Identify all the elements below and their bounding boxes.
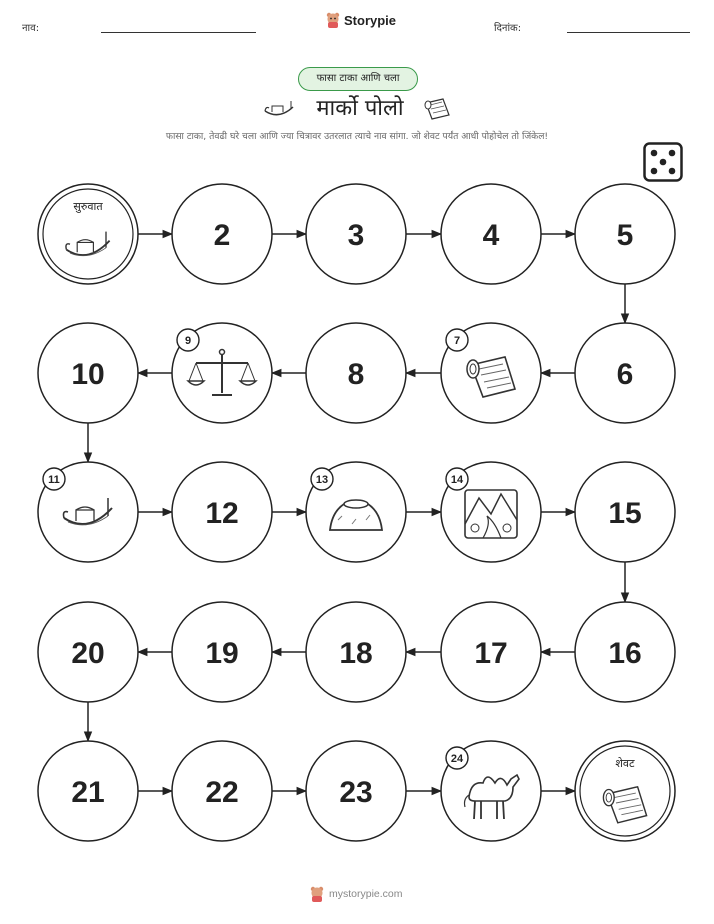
- cell-number: 15: [608, 497, 642, 530]
- cell-number: 18: [339, 637, 373, 670]
- board-cells: [38, 184, 675, 841]
- cell-number: 20: [71, 637, 105, 670]
- board-cell-21[interactable]: [38, 741, 138, 841]
- board-cell-19[interactable]: [172, 602, 272, 702]
- cell-badge-number: 24: [450, 753, 464, 765]
- board-cell-24[interactable]: [441, 741, 541, 841]
- cell-number: 8: [347, 358, 365, 391]
- cell-badge-number: 11: [48, 474, 60, 486]
- cell-number: 2: [213, 219, 231, 252]
- cell-badge-number: 13: [315, 474, 329, 486]
- cell-number: 3: [347, 219, 365, 252]
- name-label: नाव:: [22, 23, 40, 34]
- board-cell-16[interactable]: [575, 602, 675, 702]
- board-cell-9[interactable]: [172, 323, 272, 423]
- board-cell-3[interactable]: [306, 184, 406, 284]
- brand-name: Storypie: [344, 12, 397, 28]
- cell-number: 23: [339, 776, 373, 809]
- cell-number: 22: [205, 776, 239, 809]
- board-cell-4[interactable]: [441, 184, 541, 284]
- cell-badge-number: 14: [450, 474, 464, 486]
- game-type-badge: फासा टाका आणि चला: [298, 67, 418, 91]
- finish-label: शेवट: [615, 757, 635, 770]
- instructions: फासा टाका, तेवढी घरे चला आणि ज्या चित्रावर उतरलात त्याचे नाव सांगा. जो शेवट पर्यंत आधी पोहोचेल तो जिंकेल!: [165, 131, 549, 142]
- board-cell-15[interactable]: [575, 462, 675, 562]
- bear-mascot-icon: [310, 886, 324, 902]
- cell-number: 4: [482, 219, 500, 252]
- cell-number: 10: [71, 358, 105, 391]
- board-cell-17[interactable]: [441, 602, 541, 702]
- board-cell-2[interactable]: [172, 184, 272, 284]
- board-cell-18[interactable]: [306, 602, 406, 702]
- board-cell-11[interactable]: [38, 462, 138, 562]
- title-text: मार्को पोलो: [316, 96, 404, 121]
- cell-number: 16: [608, 637, 642, 670]
- board-cell-13[interactable]: [306, 462, 406, 562]
- board-cell-25[interactable]: [575, 741, 675, 841]
- board-cell-14[interactable]: [441, 462, 541, 562]
- cell-number: 12: [205, 497, 239, 530]
- mountains-icon: [465, 490, 517, 538]
- cell-circle: [38, 184, 138, 284]
- footer-url[interactable]: mystorypie.com: [329, 888, 403, 900]
- board-cell-5[interactable]: [575, 184, 675, 284]
- board-cell-22[interactable]: [172, 741, 272, 841]
- board-cell-7[interactable]: [441, 323, 541, 423]
- board-cell-6[interactable]: [575, 323, 675, 423]
- cell-number: 17: [474, 637, 508, 670]
- board-cell-10[interactable]: [38, 323, 138, 423]
- date-label: दिनांक:: [494, 23, 522, 34]
- cell-badge-number: 7: [453, 335, 461, 347]
- cell-badge-number: 9: [184, 335, 192, 347]
- cell-number: 19: [205, 637, 239, 670]
- board-cell-20[interactable]: [38, 602, 138, 702]
- cell-number: 21: [71, 776, 105, 809]
- start-label: सुरुवात: [73, 200, 103, 213]
- board-cell-12[interactable]: [172, 462, 272, 562]
- cell-number: 6: [616, 358, 634, 391]
- board-cell-1[interactable]: [38, 184, 138, 284]
- board-cell-8[interactable]: [306, 323, 406, 423]
- cell-number: 5: [616, 219, 634, 252]
- footer: [310, 886, 403, 902]
- board-cell-23[interactable]: [306, 741, 406, 841]
